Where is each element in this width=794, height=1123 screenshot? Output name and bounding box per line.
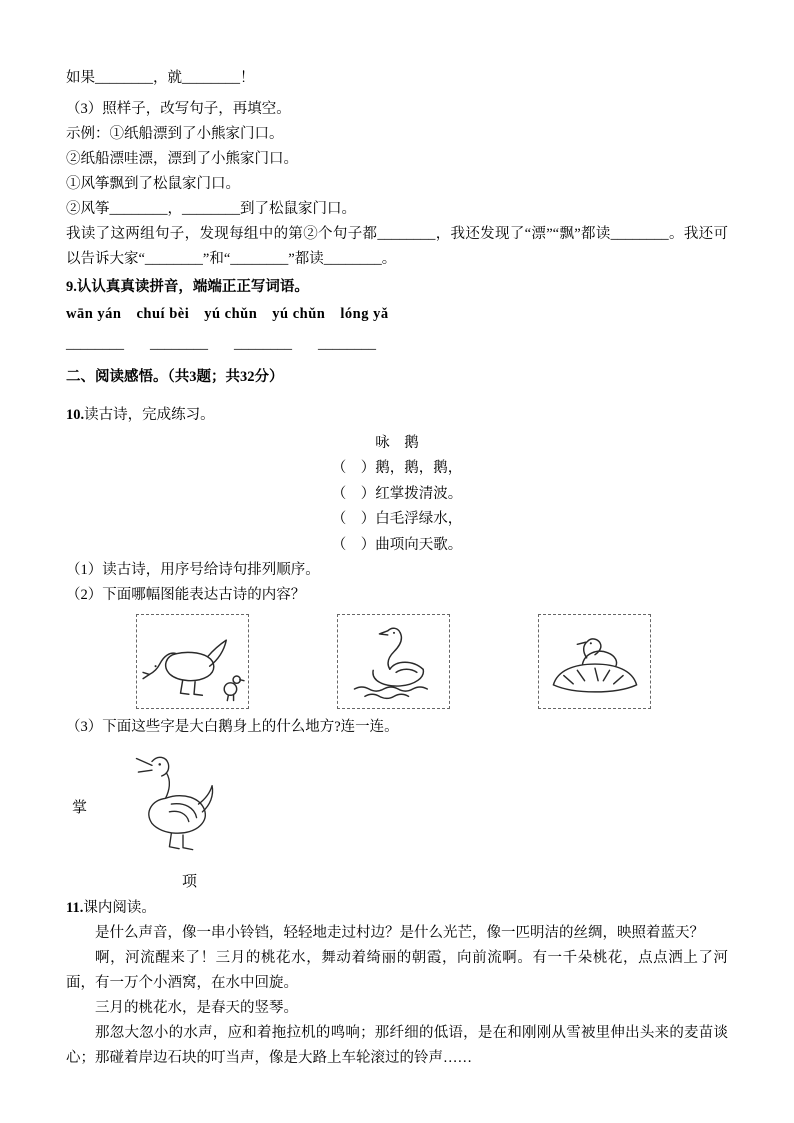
q8-exercise-sentence-2: ②风筝________，________到了松鼠家门口。: [66, 201, 356, 217]
q9-answer-blanks: [66, 329, 728, 360]
q10-connect-area: [66, 744, 728, 896]
q11-paragraph: 三月的桃花水，是春天的竖琴。: [95, 1000, 298, 1016]
q8-fill-line: 如果________，就________！: [66, 70, 255, 86]
connect-word-xiang: 项: [182, 874, 198, 890]
q10-number: 10.: [66, 407, 85, 423]
q10-sub1: （1）读古诗，用序号给诗句排列顺序。: [66, 562, 320, 578]
q9-title: 9.认认真真读拼音，端端正正写词语。: [66, 279, 309, 295]
q11-paragraph: 啊，河流醒来了！三月的桃花水，舞动着绮丽的朝霞，向前流啊。有一千朵桃花，点点洒上了河面，有一万个小酒窝，在水中回旋。: [66, 950, 728, 991]
answer-blank: ________: [150, 336, 208, 352]
poem-line: （ ）曲项向天歌。: [331, 536, 463, 553]
option-image-1: [136, 614, 249, 709]
poem-line: （ ）鹅，鹅，鹅，: [331, 460, 463, 476]
q10-option-images: [136, 614, 728, 709]
q8-exercise-sentence-1: ①风筝飘到了松鼠家门口。: [66, 176, 240, 192]
q11-title-text: 课内阅读。: [83, 900, 156, 916]
q11-number: 11.: [66, 900, 84, 916]
poem-line: （ ）红掌拨清波。: [331, 485, 463, 502]
poem-title: 咏 鹅: [375, 435, 419, 451]
q8-part3-heading: （3）照样子，改写句子，再填空。: [66, 101, 291, 117]
q11-paragraph: 是什么声音，像一串小铃铛，轻轻地走过村边？是什么光芒，像一匹明洁的丝绸，映照着蓝天？: [95, 925, 704, 941]
answer-blank: ________: [66, 336, 124, 352]
connect-word-zhang: 掌: [72, 800, 88, 816]
poem-line: （ ）白毛浮绿水，: [331, 511, 463, 527]
goose-standing-illustration: [124, 744, 242, 875]
q11-paragraph: 那忽大忽小的水声，应和着拖拉机的鸣响；那纤细的低语，是在和刚刚从雪被里伸出头来的麦苗谈心；那碰着岸边石块的叮当声，像是大路上车轮滚过的铃声……: [66, 1025, 728, 1066]
goose-standing-drawing: [124, 744, 242, 870]
q11-title: [66, 896, 728, 921]
q10-sub2: （2）下面哪幅图能表达古诗的内容？: [66, 587, 306, 603]
option-image-2: [337, 614, 450, 709]
option-image-3: [538, 614, 651, 709]
section2-heading: 二、阅读感悟。（共3题；共32分）: [66, 369, 284, 385]
q10-sub3: （3）下面这些字是大白鹅身上的什么地方?连一连。: [66, 719, 399, 735]
q8-summary-paragraph: 我读了这两组句子，发现每组中的第②个句子都________，我还发现了“漂”“飘”都读________。我还可以告诉大家“________”和“________”都读________。: [66, 226, 728, 267]
answer-blank: ________: [234, 336, 292, 352]
q10-title-text: 读古诗，完成练习。: [84, 407, 215, 423]
q10-title: [66, 403, 728, 428]
answer-blank: ________: [318, 336, 376, 352]
poem-yong-e: [66, 430, 728, 558]
poem-lines: [332, 456, 463, 558]
q9-pinyin-line: wān yán chuí bèi yú chǔn yú chǔn lóng yǎ: [66, 306, 389, 322]
swan-swimming-illustration: [342, 619, 446, 705]
q8-example-sentence-1: 示例：①纸船漂到了小熊家门口。: [66, 126, 284, 142]
goose-on-nest-illustration: [543, 619, 647, 705]
q8-example-sentence-2: ②纸船漂哇漂，漂到了小熊家门口。: [66, 151, 298, 167]
goose-pecking-with-chick-illustration: [141, 619, 245, 705]
